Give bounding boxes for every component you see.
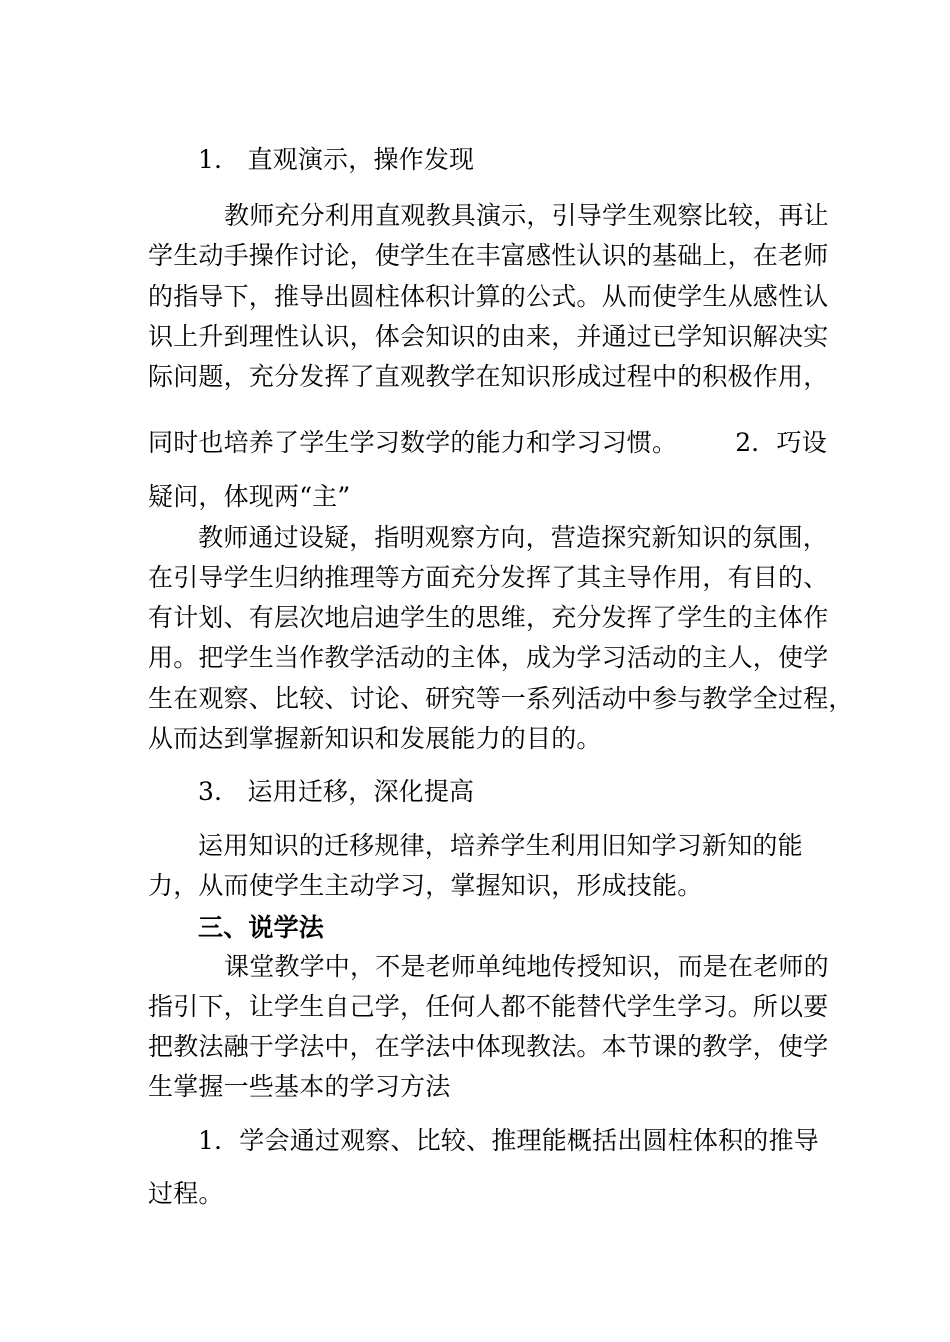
section-2-heading-start: 2．巧设 [735, 428, 827, 457]
section-3-heading: 3． 运用迁移，深化提高 [198, 777, 475, 806]
paragraph-line: 生在观察、比较、讨论、研究等一系列活动中参与教学全过程， [148, 684, 854, 713]
paragraph-line: 在引导学生归纳推理等方面充分发挥了其主导作用，有目的、 [148, 563, 829, 592]
paragraph-line: 课堂教学中，不是老师单纯地传授知识，而是在老师的 [224, 952, 829, 981]
paragraph-line: 的指导下，推导出圆柱体积计算的公式。从而使学生从感性认 [148, 282, 829, 311]
paragraph-line: 教师充分利用直观教具演示，引导学生观察比较，再让 [224, 201, 829, 230]
paragraph-line: 识上升到理性认识，体会知识的由来，并通过已学知识解决实 [148, 322, 829, 351]
paragraph-line: 用。把学生当作教学活动的主体，成为学习活动的主人，使学 [148, 643, 829, 672]
paragraph-line: 学生动手操作讨论，使学生在丰富感性认识的基础上，在老师 [148, 241, 829, 270]
section-1-heading: 1． 直观演示，操作发现 [198, 145, 475, 174]
paragraph-line-text: 同时也培养了学生学习数学的能力和学习习惯。 [148, 428, 678, 457]
section-2-heading-end: 疑问，体现两“主” [148, 482, 351, 511]
paragraph-line: 有计划、有层次地启迪学生的思维，充分发挥了学生的主体作 [148, 603, 829, 632]
method-item-1: 1．学会通过观察、比较、推理能概括出圆柱体积的推导 [198, 1126, 819, 1155]
paragraph-line: 把教法融于学法中，在学法中体现教法。本节课的教学，使学 [148, 1032, 829, 1061]
paragraph-line: 教师通过设疑，指明观察方向，营造探究新知识的氛围， [198, 523, 829, 552]
paragraph-line: 从而达到掌握新知识和发展能力的目的。 [148, 724, 602, 753]
paragraph-line: 际问题，充分发挥了直观教学在知识形成过程中的积极作用， [148, 362, 829, 391]
paragraph-line-with-heading [148, 427, 838, 459]
paragraph-line: 指引下，让学生自己学，任何人都不能替代学生学习。所以要 [148, 992, 829, 1021]
method-item-1-continued: 过程。 [148, 1179, 224, 1208]
paragraph-line: 力，从而使学生主动学习，掌握知识，形成技能。 [148, 871, 703, 900]
paragraph-line: 生掌握一些基本的学习方法 [148, 1072, 451, 1101]
paragraph-line: 运用知识的迁移规律，培养学生利用旧知学习新知的能 [198, 831, 803, 860]
part-3-heading: 三、说学法 [198, 913, 325, 942]
